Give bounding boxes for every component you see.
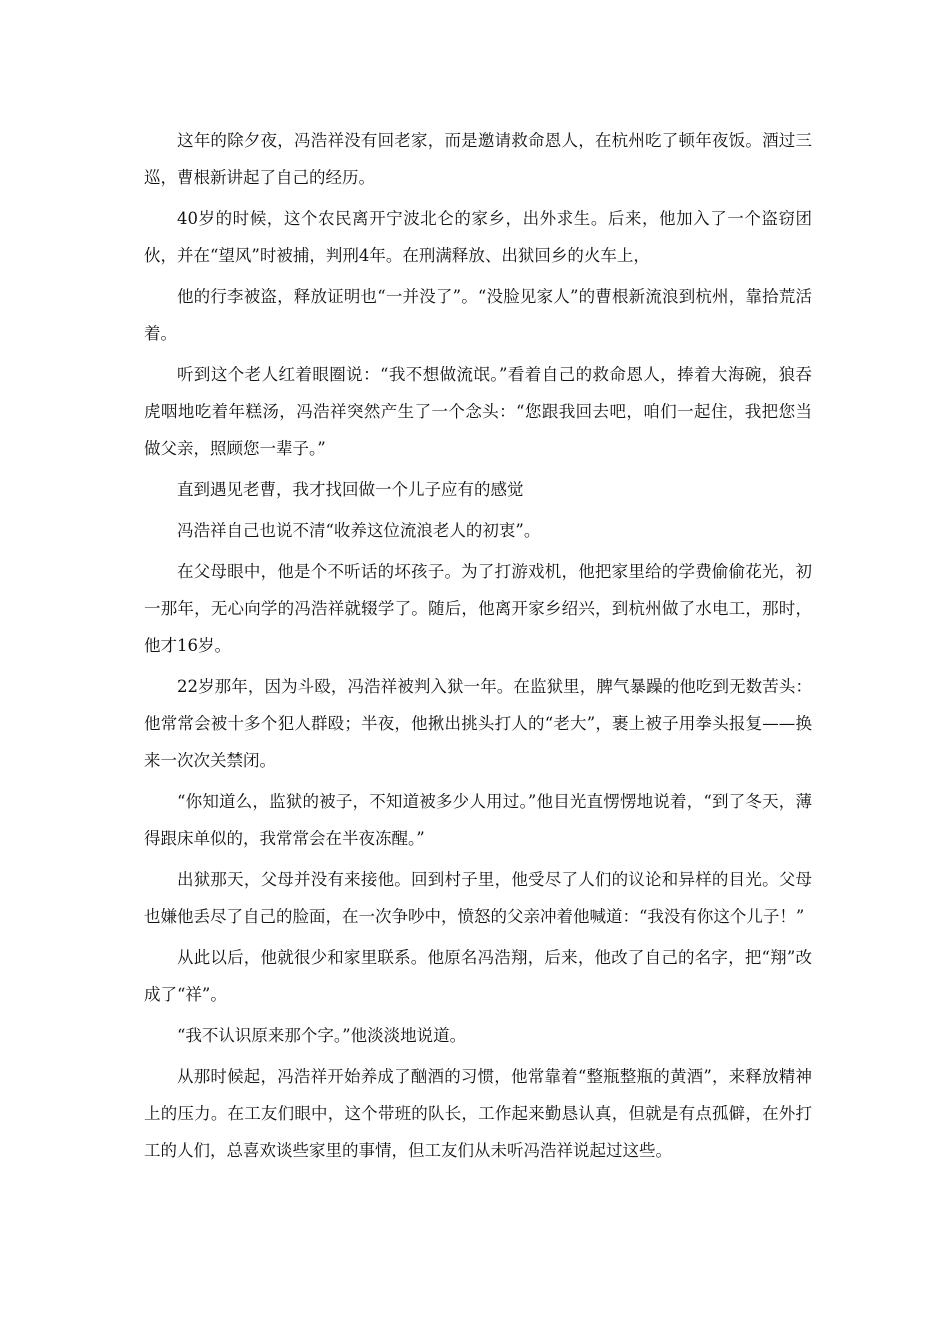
paragraph: 从那时候起，冯浩祥开始养成了酗酒的习惯，他常靠着“整瓶整瓶的黄酒”，来释放精神上的压力。在工友们眼中，这个带班的队长，工作起来勤恳认真，但就是有点孤僻，在外打工的人们，总喜欢谈些家里的事情，但工友们从未听冯浩祥说起过这些。 (144, 1067, 812, 1160)
paragraph: 出狱那天，父母并没有来接他。回到村子里，他受尽了人们的议论和异样的目光。父母也嫌他丢尽了自己的脸面，在一次争吵中，愤怒的父亲冲着他喊道：“我没有你这个儿子！” (144, 870, 812, 926)
section-heading: 直到遇见老曹，我才找回做一个儿子应有的感觉 (177, 480, 524, 499)
paragraph: 在父母眼中，他是个不听话的坏孩子。为了打游戏机，他把家里给的学费偷偷花光，初一那年，无心向学的冯浩祥就辍学了。随后，他离开家乡绍兴，到杭州做了水电工，那时，他才16岁。 (144, 562, 812, 655)
paragraph: 听到这个老人红着眼圈说：“我不想做流氓。”看着自己的救命恩人，捧着大海碗，狼吞虎咽地吃着年糕汤，冯浩祥突然产生了一个念头：“您跟我回去吧，咱们一起住，我把您当做父亲，照顾您一辈子。” (144, 365, 812, 458)
paragraph: 这年的除夕夜，冯浩祥没有回老家，而是邀请救命恩人，在杭州吃了顿年夜饭。酒过三巡，曹根新讲起了自己的经历。 (144, 131, 812, 187)
paragraph: 22岁那年，因为斗殴，冯浩祥被判入狱一年。在监狱里，脾气暴躁的他吃到无数苦头：他常常会被十多个犯人群殴；半夜，他揪出挑头打人的“老大”，裹上被子用拳头报复——换来一次次关禁闭。 (144, 677, 812, 770)
paragraph: 从此以后，他就很少和家里联系。他原名冯浩翔，后来，他改了自己的名字，把“翔”改成了“祥”。 (144, 948, 812, 1004)
paragraph: “你知道么，监狱的被子，不知道被多少人用过。”他目光直愣愣地说着，“到了冬天，薄得跟床单似的，我常常会在半夜冻醒。” (144, 792, 812, 848)
article-body (144, 122, 812, 1173)
paragraph: 40岁的时候，这个农民离开宁波北仑的家乡，出外求生。后来，他加入了一个盗窃团伙，并在“望风”时被捕，判刑4年。在刑满释放、出狱回乡的火车上， (144, 209, 812, 265)
paragraph: “我不认识原来那个字。”他淡淡地说道。 (177, 1026, 467, 1045)
paragraph: 冯浩祥自己也说不清“收养这位流浪老人的初衷”。 (177, 521, 541, 540)
paragraph: 他的行李被盗，释放证明也“一并没了”。“没脸见家人”的曹根新流浪到杭州，靠拾荒活着。 (144, 287, 812, 343)
